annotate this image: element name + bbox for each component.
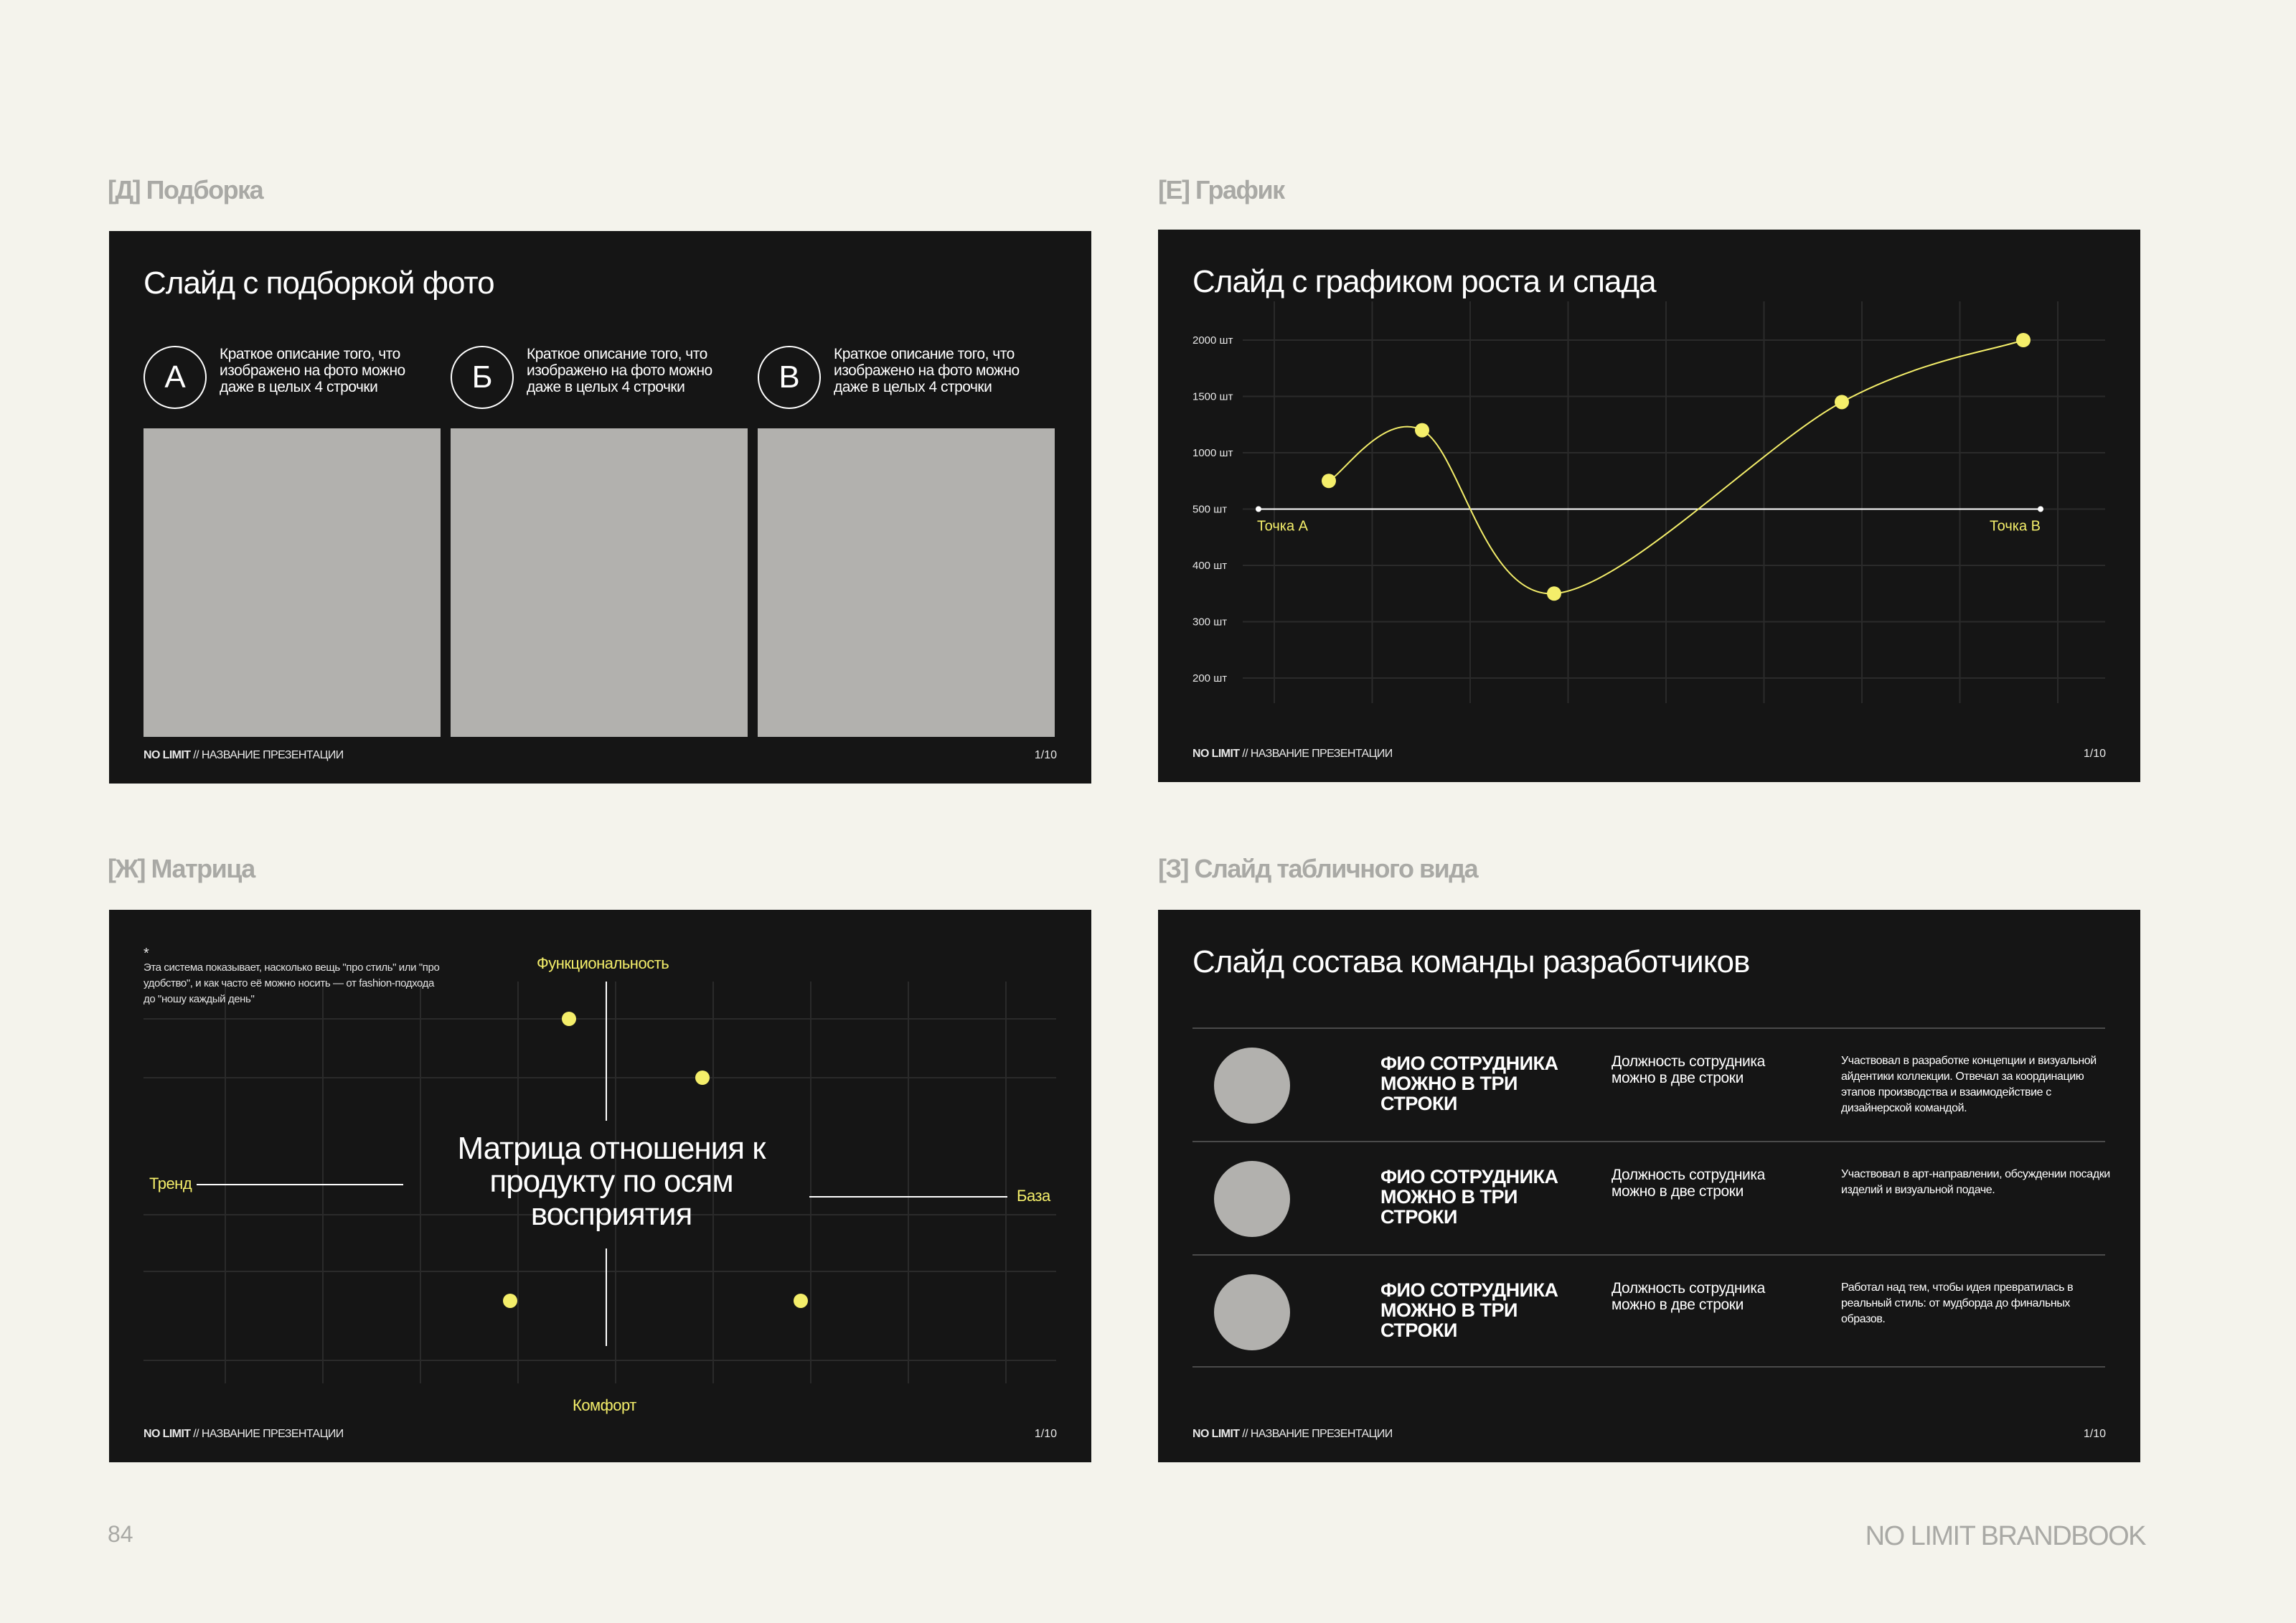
- footer-presentation: НАЗВАНИЕ ПРЕЗЕНТАЦИИ: [201, 749, 344, 761]
- photo-placeholder: [758, 428, 1055, 737]
- slide-page-counter: 1/10: [1034, 1428, 1057, 1440]
- footer-sep: //: [1239, 748, 1251, 760]
- data-point: [1415, 423, 1429, 438]
- footer-presentation: НАЗВАНИЕ ПРЕЗЕНТАЦИИ: [1250, 748, 1393, 760]
- slide-page-counter: 1/10: [1034, 749, 1057, 761]
- footer-brand: NO LIMIT: [144, 749, 191, 761]
- slide-page-counter: 1/10: [2083, 1428, 2106, 1440]
- slide-team: [1158, 910, 2140, 1462]
- slide-title: Слайд состава команды разработчиков: [1192, 944, 1750, 979]
- slide-footer: [1192, 1428, 1393, 1441]
- footer-presentation: НАЗВАНИЕ ПРЕЗЕНТАЦИИ: [1250, 1428, 1393, 1440]
- axis-label-right: База: [1017, 1187, 1050, 1205]
- section-title-z: [З] Слайд табличного вида: [1158, 854, 1478, 883]
- y-tick-label: 2000 шт: [1192, 334, 1233, 347]
- employee-position: Должность сотрудника можно в две строки: [1612, 1053, 1765, 1086]
- axis-label-left: Тренд: [149, 1175, 192, 1192]
- footer-brand: NO LIMIT: [144, 1428, 191, 1440]
- team-row: [1192, 1141, 2110, 1254]
- matrix-point: [562, 1012, 576, 1026]
- employee-position: Должность сотрудника можно в две строки: [1612, 1167, 1765, 1200]
- team-row: [1192, 1254, 2105, 1368]
- baseline-end-label: Точка В: [1990, 518, 2041, 535]
- matrix-note: [144, 947, 445, 1007]
- team-row: [1192, 1027, 2105, 1141]
- footer-sep: //: [190, 749, 202, 761]
- section-title-e: [Е] График: [1158, 175, 1284, 204]
- employee-name: ФИО СОТРУДНИКА МОЖНО В ТРИ СТРОКИ: [1380, 1279, 1558, 1341]
- slide-footer: [1192, 748, 1393, 761]
- employee-name: ФИО СОТРУДНИКА МОЖНО В ТРИ СТРОКИ: [1380, 1053, 1558, 1114]
- photo-caption: Краткое описание того, что изображено на фото можно даже в целых 4 строчки: [834, 346, 1020, 395]
- letter-badge: А: [144, 346, 207, 409]
- page-number: 84: [108, 1521, 133, 1547]
- y-tick-label: 1500 шт: [1192, 390, 1233, 403]
- employee-description: Участвовал в разработке концепции и визуальной айдентики коллекции. Отвечал за координацию этапов производства и взаимодействие с дизайнерской командой.: [1841, 1055, 2097, 1114]
- photo-caption: Краткое описание того, что изображено на фото можно даже в целых 4 строчки: [220, 346, 405, 395]
- section-title-zh: [Ж] Матрица: [108, 854, 255, 883]
- employee-position: Должность сотрудника можно в две строки: [1612, 1280, 1765, 1313]
- axis-label-top: Функциональность: [537, 954, 669, 972]
- y-tick-label: 300 шт: [1192, 616, 1228, 629]
- avatar: [1214, 1161, 1290, 1237]
- letter-badge: В: [758, 346, 821, 409]
- photo-placeholder: [451, 428, 748, 737]
- data-point: [1547, 586, 1561, 601]
- slide-footer: [144, 1428, 344, 1441]
- employee-description: Участвовал в арт-направлении, обсуждении посадки изделий и визуальной подаче.: [1841, 1168, 2110, 1196]
- slide-footer: [144, 749, 344, 762]
- avatar: [1214, 1274, 1290, 1350]
- data-point: [1322, 474, 1336, 488]
- y-tick-label: 200 шт: [1192, 672, 1228, 685]
- slide-photo-selection: [109, 231, 1091, 784]
- footer-brand: NO LIMIT: [1192, 1428, 1240, 1440]
- y-tick-label: 1000 шт: [1192, 447, 1233, 459]
- brandbook-label: NO LIMIT BRANDBOOK: [1865, 1521, 2145, 1551]
- note-asterisk: *: [144, 946, 149, 961]
- data-point: [2016, 333, 2031, 347]
- employee-description: Работал над тем, чтобы идея превратилась в реальный стиль: от мудборда до финальных образов.: [1841, 1281, 2074, 1325]
- letter-badge: Б: [451, 346, 514, 409]
- slide-page-counter: 1/10: [2083, 748, 2106, 760]
- footer-sep: //: [1239, 1428, 1251, 1440]
- axis-label-bottom: Комфорт: [573, 1396, 636, 1414]
- photo-caption: Краткое описание того, что изображено на фото можно даже в целых 4 строчки: [527, 346, 712, 395]
- footer-brand: NO LIMIT: [1192, 748, 1240, 760]
- note-text: Эта система показывает, насколько вещь "про стиль" или "про удобство", и как часто её можно носить — от fashion-подхода до "ношу каждый день": [144, 961, 440, 1005]
- growth-chart: [1158, 230, 2140, 782]
- matrix-point: [794, 1294, 808, 1308]
- avatar: [1214, 1048, 1290, 1124]
- footer-presentation: НАЗВАНИЕ ПРЕЗЕНТАЦИИ: [201, 1428, 344, 1440]
- matrix-point: [695, 1071, 710, 1085]
- series-line: [1329, 340, 2023, 593]
- footer-sep: //: [190, 1428, 202, 1440]
- matrix-point: [503, 1294, 517, 1308]
- photo-placeholder: [144, 428, 441, 737]
- baseline-end-dot: [2038, 507, 2043, 512]
- baseline-start-label: Точка А: [1257, 518, 1308, 535]
- y-tick-label: 400 шт: [1192, 560, 1228, 572]
- slide-title: Слайд с подборкой фото: [144, 265, 494, 301]
- y-tick-label: 500 шт: [1192, 503, 1228, 516]
- slide-title: Слайд с графиком роста и спада: [1192, 264, 1656, 299]
- slide-growth-chart: [1158, 230, 2140, 782]
- baseline-start-dot: [1256, 507, 1261, 512]
- employee-name: ФИО СОТРУДНИКА МОЖНО В ТРИ СТРОКИ: [1380, 1166, 1558, 1228]
- data-point: [1835, 395, 1849, 409]
- slide-matrix: [109, 910, 1091, 1462]
- matrix-center-title: Матрица отношения к продукту по осям восприятия: [457, 1131, 766, 1232]
- section-title-d: [Д] Подборка: [108, 175, 263, 204]
